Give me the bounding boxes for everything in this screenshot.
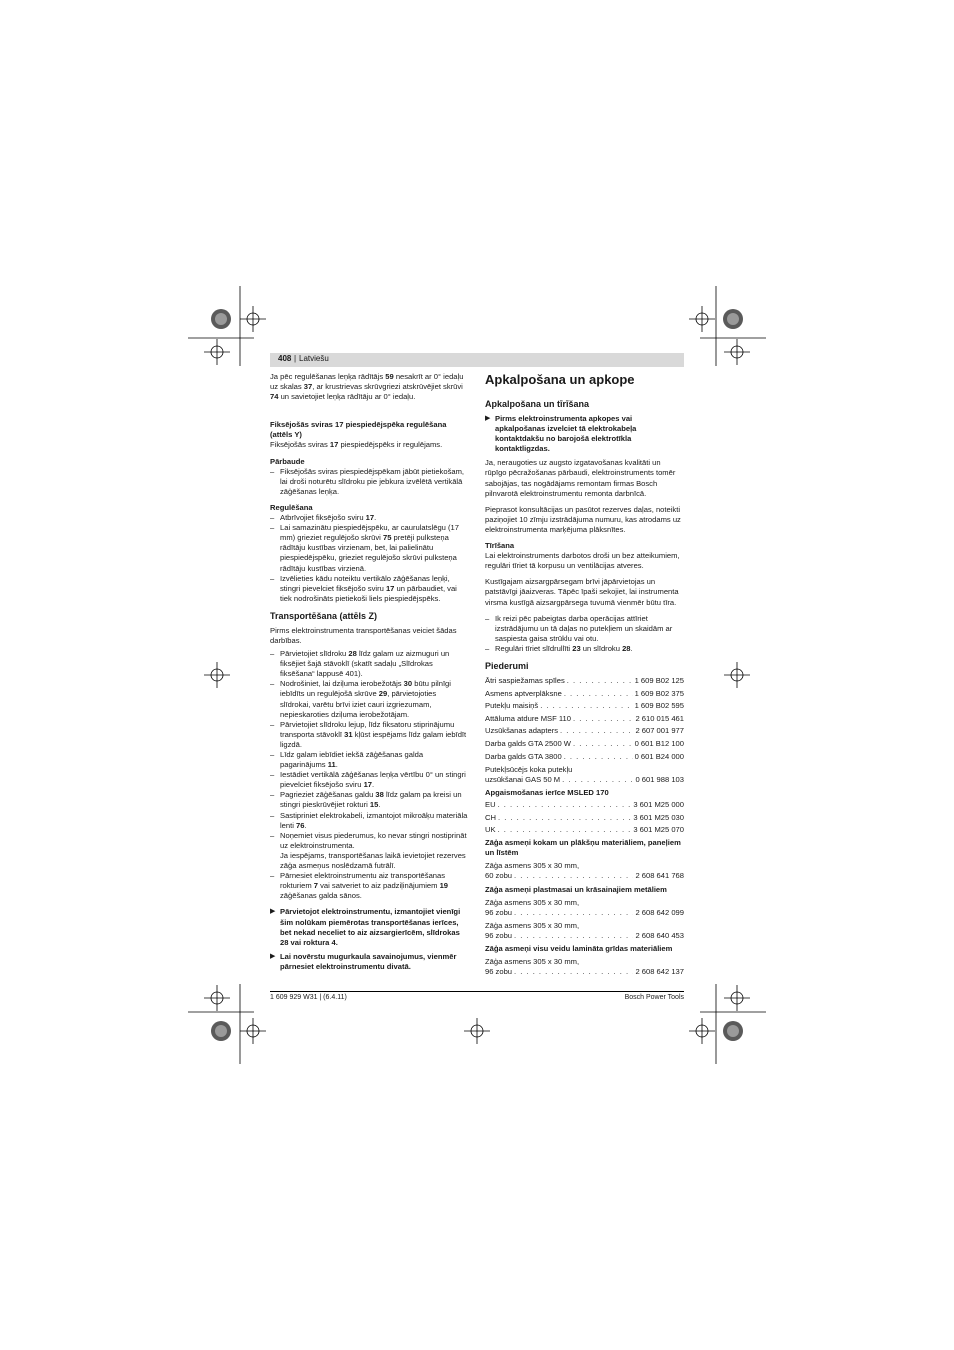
warning-item: ▶ Lai novērstu mugurkaula savainojumus, vienmēr pārnesiet elektroinstrumentu divatā. xyxy=(270,951,457,971)
header-separator: | xyxy=(294,354,297,363)
blade-group-heading: Zāģa asmeņi kokam un plākšņu materiāliem, paneļiem un līstēm xyxy=(485,838,681,858)
service-heading: Apkalpošana un tīrīšana xyxy=(485,399,590,409)
list-item: – Lai samazinātu piespiedējspēku, ar caurulatslēgu (17 mm) grieziet regulējošo skrūvi 75 pretēji pulksteņa rādītāju kustības virzienam, bet, lai palielinātu piespiedējspēku, grieziet regulējošo skrūvi pulksteņa rādītāju kustības virzienā. xyxy=(270,523,468,573)
list-item: 60 zobu . . . 2 608 641 768 xyxy=(485,871,684,881)
list-item: – Nodrošiniet, lai dziļuma ierobežotājs 30 būtu pilnīgi iebīdīts un regulējošā skrūve 29, pārvietojoties slīdrokai, varētu brīvi iziet cauri izgriezumam, nepieskaroties dziļuma ierobežotājam. xyxy=(270,679,468,719)
list-item: – Izvēlieties kādu noteiktu vertikālo zāģēšanas leņķi, stingri pievelciet fiksējošo sviru 17 un pārbaudiet, vai tiek nodrošināts pietiekoši liels piespiedējspēks. xyxy=(270,574,468,604)
transport-heading: Transportēšana (attēls Z) xyxy=(270,610,378,621)
list-item: – Ik reizi pēc pabeigtas darba operācijas attīriet izstrādājumu un tā daļas no putekļiem un skaidām ar saspiesta gaisa strūklu vai otu. xyxy=(485,614,684,644)
page-number: 408 xyxy=(278,354,292,363)
footer-brand: Bosch Power Tools xyxy=(624,994,684,1001)
list-item: – Sastipriniet elektrokabeli, izmantojot mikroāķu materiāla lenti 76. xyxy=(270,811,468,831)
light-heading: Apgaismošanas ierīce MSLED 170 xyxy=(485,787,609,797)
left-column xyxy=(270,372,468,976)
transport-intro: Pirms elektroinstrumenta transportēšanas veiciet šādas darbības. xyxy=(270,625,457,645)
footer-doc-number: 1 609 929 W31 | (6.4.11) xyxy=(270,994,347,1001)
adjust-list xyxy=(270,513,468,604)
list-item: – Iestādiet vertikālā zāģēšanas leņķa vērtību 0° un stingri pievelciet fiksējošo sviru 17. xyxy=(270,770,468,790)
list-item: Asmens aptverplāksne . . . 1 609 B02 375 xyxy=(485,689,684,699)
list-item: – Pārvietojiet slīdroku 28 līdz galam uz aizmuguri un fiksējiet šajā stāvoklī (skatīt sadaļu „Slīdrokas fiksēšana“ lappusē 401). xyxy=(270,649,468,679)
fix-heading: Fiksējošās sviras 17 piespiedējspēka regulēšana (attēls Y) xyxy=(270,420,447,440)
clean-paragraph: Lai elektroinstruments darbotos droši un bez atteikumiem, regulāri tīriet tā korpusu un ventilācijas atveres. xyxy=(485,551,680,571)
list-item: Ātri saspiežamas spīles . . . 1 609 B02 125 xyxy=(485,676,684,686)
list-item: – Pārvietojiet slīdroku lejup, līdz fiksatoru stiprinājumu transporta stāvoklī 31 kļūst iespējams līdz galam iebīdīt ligzdā. xyxy=(270,720,468,750)
warning-triangle-icon: ▶ xyxy=(485,415,491,422)
list-item: – Pagrieziet zāģēšanas galdu 38 līdz galam pa kreisi un stingri pieskrūvējiet rokturi 15. xyxy=(270,790,468,810)
warning-triangle-icon: ▶ xyxy=(270,908,276,916)
list-item: – Regulāri tīriet slīdrullīti 23 un slīdroku 28. xyxy=(485,644,684,654)
list-item: Putekļu maisiņš . . . 1 609 B02 595 xyxy=(485,701,684,711)
accessories-heading: Piederumi xyxy=(485,660,529,671)
accessories-list xyxy=(485,676,684,977)
blade-group-heading: Zāģa asmeņi visu veidu lamināta grīdas materiāliem xyxy=(485,944,673,954)
footer-rule xyxy=(270,991,684,992)
list-item: Darba galds GTA 3800 . . . 0 601 B24 000 xyxy=(485,752,684,762)
service-paragraph: Ja, neraugoties uz augsto izgatavošanas kvalitāti un rūpīgo pēcražošanas pārbaudi, elektroinstruments tomēr sabojājas, tas nogādājams remontam firmas Bosch pilnvarotā elektroinstrumentu remonta darbnīcā. xyxy=(485,458,676,498)
blade-label: Zāģa asmens 305 x 30 mm, xyxy=(485,957,580,967)
list-item: 96 zobu . . . 2 608 640 453 xyxy=(485,931,684,941)
service-paragraph: Pieprasot konsultācijas un pasūtot rezerves daļas, noteikti paziņojiet 10 zīmju izstrādājuma numuru, kas atrodams uz elektroinstrumenta marķējuma plāksnītes. xyxy=(485,504,681,534)
list-item: – Noņemiet visus piederumus, ko nevar stingri nostiprināt uz elektroinstrumenta. Ja iespējams, transportēšanas laikā ievietojiet rezerves zāģa asmeņus noslēdzamā futrālī. xyxy=(270,831,468,871)
dust-extractor-label: Putekļsūcējs koka putekļu xyxy=(485,764,573,774)
check-list xyxy=(270,467,468,497)
list-item: – Atbrīvojiet fiksējošo sviru 17. xyxy=(270,513,468,523)
adjust-heading: Regulēšana xyxy=(270,502,313,512)
list-item: Uzsūkšanas adapters . . . 2 607 001 977 xyxy=(485,726,684,736)
warning-item: ▶ Pirms elektroinstrumenta apkopes vai apkalpošanas izvelciet tā elektrokabeļa kontaktdakšu no barojošā elektrotīkla kontaktligzdas. xyxy=(485,414,637,454)
list-item: uzsūkšanai GAS 50 M . . . 0 601 988 103 xyxy=(485,775,684,785)
list-item: – Fiksējošās sviras piespiedējspēkam jābūt pietiekošam, lai droši noturētu slīdroku pie jebkura izvēlētā vertikālā zāģēšanas leņķa. xyxy=(270,467,468,497)
check-heading: Pārbaude xyxy=(270,456,305,466)
fix-text: Fiksējošās sviras 17 piespiedējspēks ir regulējams. xyxy=(270,440,443,450)
list-item: CH . . . 3 601 M25 030 xyxy=(485,813,684,823)
warning-item: ▶ Pārvietojot elektroinstrumentu, izmantojiet vienīgi šim nolūkam piemērotas transportēšanas ierīces, bet nekad neceliet to aiz aizsargierīcēm, slīdrokas 28 vai roktura 4. xyxy=(270,907,461,947)
list-item: 96 zobu . . . 2 608 642 099 xyxy=(485,908,684,918)
list-item: EU . . . 3 601 M25 000 xyxy=(485,800,684,810)
list-item: UK . . . 3 601 M25 070 xyxy=(485,825,684,835)
header-language: Latviešu xyxy=(299,354,329,363)
page-header xyxy=(270,353,684,367)
clean-heading: Tīrīšana xyxy=(485,541,515,551)
blade-label: Zāģa asmens 305 x 30 mm, xyxy=(485,861,580,871)
list-item: 96 zobu . . . 2 608 642 137 xyxy=(485,967,684,977)
section-title: Apkalpošana un apkope xyxy=(485,372,635,387)
intro-paragraph: Ja pēc regulēšanas leņķa rādītājs 59 nesakrīt ar 0° iedaļu uz skalas 37, ar krustrievas skrūvgriezi atskrūvējiet skrūvi 74 un savietojiet leņķa rādītāju ar 0° iedaļu. xyxy=(270,372,464,402)
list-item: – Līdz galam iebīdiet iekšā zāģēšanas galda pagarinājums 11. xyxy=(270,750,468,770)
transport-list xyxy=(270,649,468,901)
blade-label: Zāģa asmens 305 x 30 mm, xyxy=(485,920,580,930)
blade-group-heading: Zāģa asmeņi plastmasai un krāsainajiem metāliem xyxy=(485,884,667,894)
list-item: – Pārnesiet elektroinstrumentu aiz transportēšanas rokturiem 7 vai satveriet to aiz padziļinājumiem 19 zāģēšanas galda sānos. xyxy=(270,871,468,901)
blade-label: Zāģa asmens 305 x 30 mm, xyxy=(485,897,580,907)
list-item: Attāluma atdure MSF 110 . . . 2 610 015 461 xyxy=(485,714,684,724)
clean-paragraph: Kustīgajam aizsargpārsegam brīvi jāpārvietojas un patstāvīgi jāaizveras. Tāpēc īpaši sekojiet, lai instrumenta virsma kustīgā aizsargpārsega tuvumā vienmēr būtu tīra. xyxy=(485,577,679,607)
list-item: Darba galds GTA 2500 W . . . 0 601 B12 100 xyxy=(485,739,684,749)
clean-list xyxy=(485,614,684,654)
warning-triangle-icon: ▶ xyxy=(270,952,276,960)
right-column xyxy=(485,372,684,980)
